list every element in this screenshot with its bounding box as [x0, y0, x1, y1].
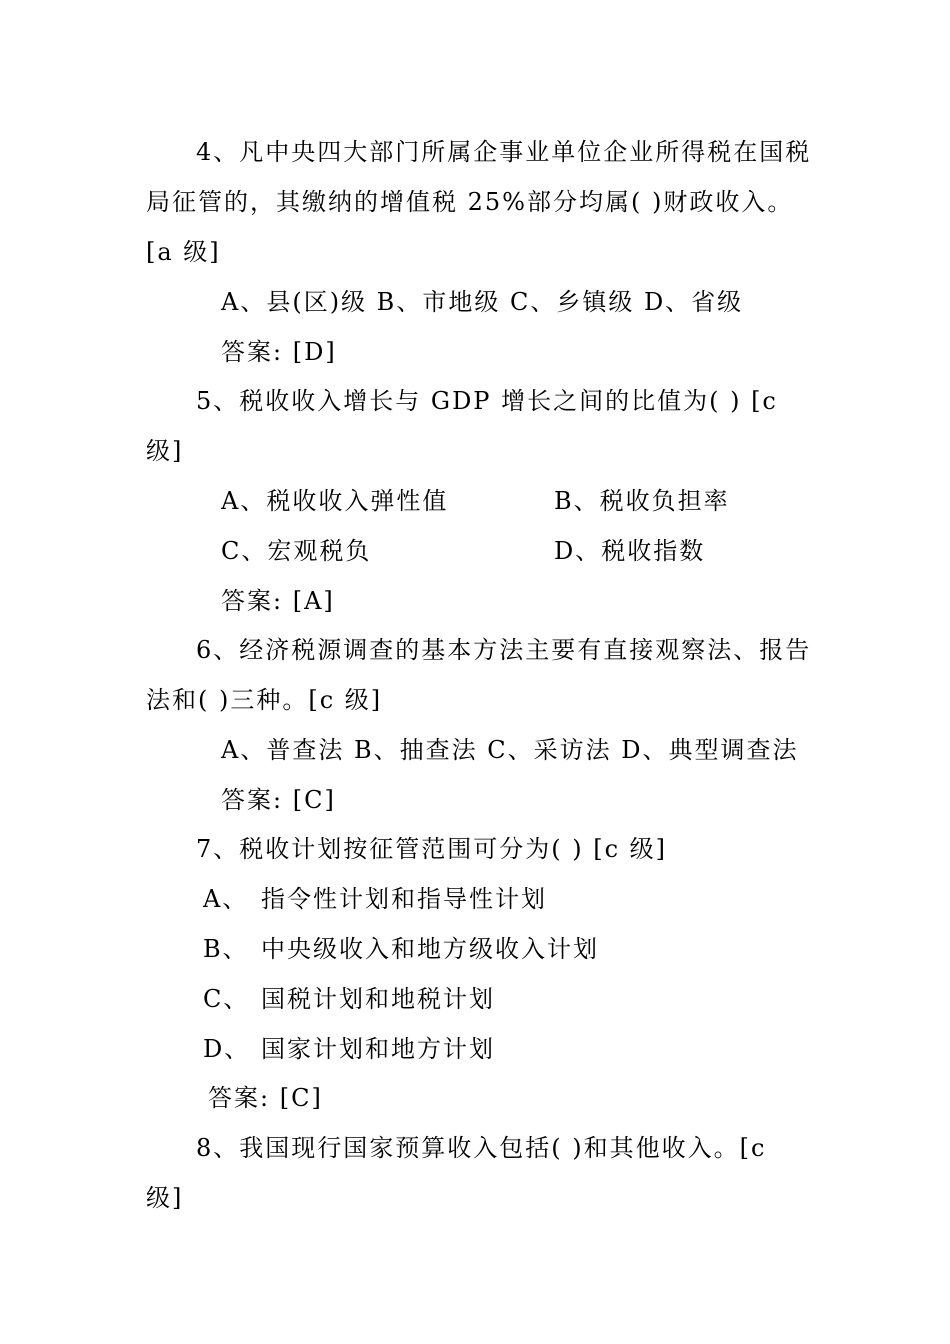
q6-options: A、普查法 B、抽查法 C、采访法 D、典型调查法: [221, 736, 799, 764]
q7-option-d: [203, 1034, 495, 1064]
q5-option-c: C、宏观税负: [221, 537, 372, 565]
q4-options: A、县(区)级 B、市地级 C、乡镇级 D、省级: [221, 288, 744, 316]
q7-option-d-letter: D、: [203, 1035, 251, 1063]
q6-answer: 答案: [C]: [221, 786, 336, 814]
q6-line-2: 法和( )三种。[c 级]: [146, 686, 383, 714]
q5-option-a: A、税收收入弹性值: [221, 487, 449, 515]
q8-line-2: 级]: [146, 1184, 184, 1212]
q7-option-a-letter: A、: [203, 885, 249, 913]
q7-option-c: [203, 984, 495, 1014]
q7-option-c-letter: C、: [203, 985, 250, 1013]
q7-option-a-text: 指令性计划和指导性计划: [261, 885, 547, 913]
q5-option-b: B、税收负担率: [554, 487, 730, 515]
q4-line-1: 4、凡中央四大部门所属企事业单位企业所得税在国税: [196, 138, 812, 166]
q7-option-a: [203, 884, 547, 914]
q7-option-d-text: 国家计划和地方计划: [261, 1035, 495, 1063]
q7-option-b: [203, 934, 599, 964]
q4-answer: 答案: [D]: [221, 338, 337, 366]
q6-line-1: 6、经济税源调查的基本方法主要有直接观察法、报告: [196, 636, 812, 664]
q7-option-c-text: 国税计划和地税计划: [261, 985, 495, 1013]
q5-answer: 答案: [A]: [221, 587, 335, 615]
q4-line-2: 局征管的，其缴纳的增值税 25%部分均属( )财政收入。: [146, 188, 794, 216]
q7-answer: 答案: [C]: [208, 1084, 323, 1112]
q5-line-1: 5、税收收入增长与 GDP 增长之间的比值为( ) [c: [196, 387, 778, 415]
q7-option-b-letter: B、: [203, 935, 249, 963]
q7-line-1: 7、税收计划按征管范围可分为( ) [c 级]: [196, 835, 668, 863]
q5-option-d: D、税收指数: [554, 537, 706, 565]
q8-line-1: 8、我国现行国家预算收入包括( )和其他收入。[c: [196, 1134, 767, 1162]
q7-option-b-text: 中央级收入和地方级收入计划: [261, 935, 599, 963]
q5-line-2: 级]: [146, 437, 184, 465]
q4-line-3: [a 级]: [146, 238, 221, 266]
